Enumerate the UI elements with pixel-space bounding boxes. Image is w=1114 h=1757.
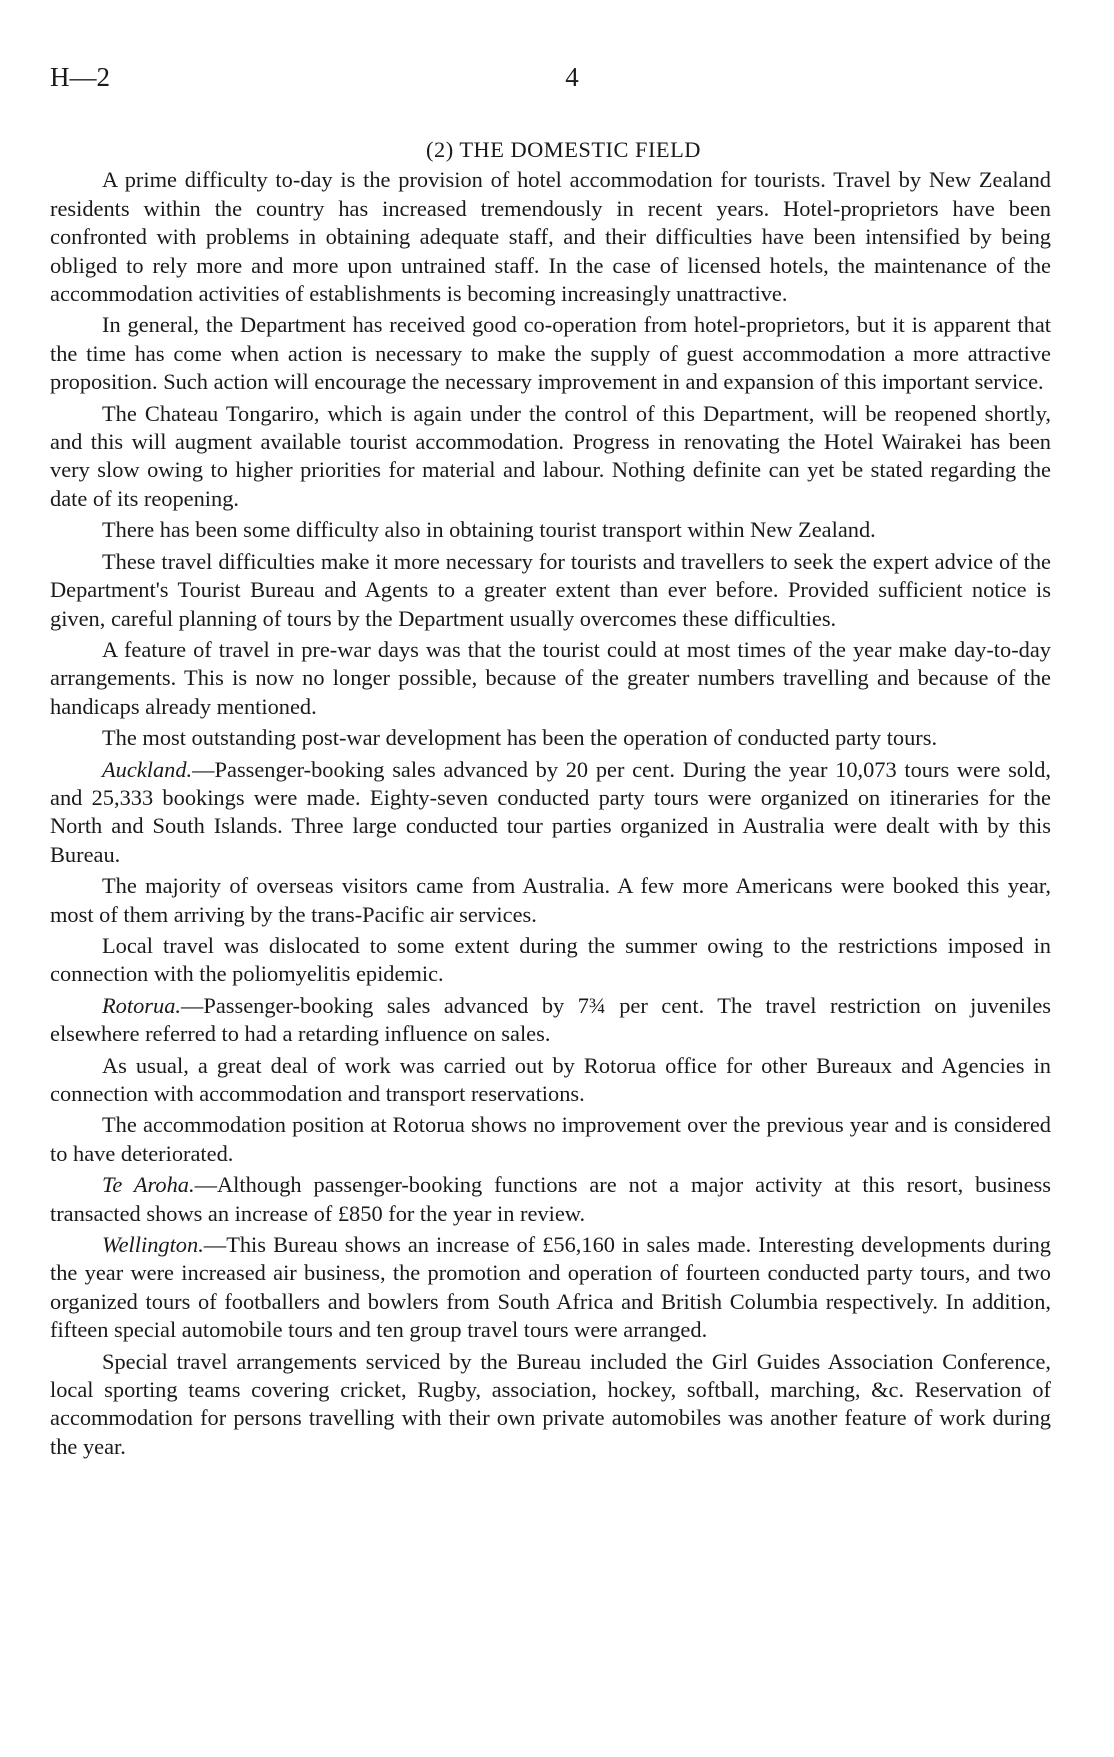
paragraph-text: —This Bureau shows an increase of £56,160 in sales made. Interesting developments during the year were increased air business, the promotion and operation of fourteen conducted party tours, and two organized tours of footballers and bowlers from South Africa and British Columbia respectively. In addition, fifteen special automobile tours and ten group travel tours were arranged. <box>50 1232 1051 1343</box>
paragraph <box>50 1111 1051 1168</box>
paragraph-auckland <box>50 756 1051 870</box>
paragraph <box>50 548 1051 633</box>
page-number: 4 <box>565 62 579 92</box>
paragraph-text: A feature of travel in pre-war days was that the tourist could at most times of the year make day-to-day arrangements. This is now no longer possible, because of the greater numbers travelling and because of the handicaps already mentioned. <box>50 636 1051 719</box>
paragraph <box>50 1348 1051 1462</box>
paragraph <box>50 872 1051 929</box>
paragraph <box>50 932 1051 989</box>
paragraph-text: The most outstanding post-war development has been the operation of conducted party tours. <box>102 725 938 751</box>
paragraph-text: In general, the Department has received good co-operation from hotel-proprietors, but it is apparent that the time has come when action is necessary to make the supply of guest accommodation a more attractive proposition. Such action will encourage the necessary improvement in and expansion of this important service. <box>50 312 1051 395</box>
paragraph-text: —Passenger-booking sales advanced by 20 per cent. During the year 10,073 tours were sold, and 25,333 bookings were made. Eighty-seven conducted party tours were organized on itineraries for the North and South Islands. Three large conducted tour parties organized in Australia were dealt with by this Bureau. <box>50 756 1051 867</box>
paragraph <box>50 516 1051 544</box>
document-reference: H—2 <box>50 62 110 92</box>
page-header <box>50 62 1064 102</box>
paragraph <box>50 636 1051 721</box>
paragraph-text: The Chateau Tongariro, which is again under the control of this Department, will be reopened shortly, and this will augment available tourist accommodation. Progress in renovating the Hotel Wairakei has been very slow owing to higher priorities for material and labour. Nothing definite can yet be stated regarding the date of its reopening. <box>50 400 1051 511</box>
paragraph-text: These travel difficulties make it more necessary for tourists and travellers to seek the expert advice of the Department's Tourist Bureau and Agents to a greater extent than ever before. Provided sufficient notice is given, careful planning of tours by the Department usually overcomes these difficulties. <box>50 548 1051 631</box>
paragraph <box>50 311 1051 396</box>
paragraph <box>50 724 1051 752</box>
paragraph-te-aroha <box>50 1171 1051 1228</box>
paragraph-lead: Te Aroha. <box>102 1172 195 1198</box>
paragraph-text: A prime difficulty to-day is the provision of hotel accommodation for tourists. Travel by New Zealand residents within the country has increased tremendously in recent years. Hotel-proprietors have been confronted with problems in obtaining adequate staff, and their difficulties have been intensified by being obliged to rely more and more upon untrained staff. In the case of licensed hotels, the maintenance of the accommodation activities of establishments is becoming increasingly unattractive. <box>50 167 1051 307</box>
section-heading: (2) THE DOMESTIC FIELD <box>426 137 701 162</box>
paragraph-text: Local travel was dislocated to some extent during the summer owing to the restrictions imposed in connection with the poliomyelitis epidemic. <box>50 932 1051 987</box>
paragraph-lead: Wellington. <box>102 1232 204 1258</box>
paragraph <box>50 400 1051 514</box>
paragraph-text: There has been some difficulty also in obtaining tourist transport within New Zealand. <box>102 517 876 543</box>
document-body <box>50 136 1051 1464</box>
paragraph-text: As usual, a great deal of work was carried out by Rotorua office for other Bureaux and Agencies in connection with accommodation and transport reservations. <box>50 1052 1051 1106</box>
paragraph-wellington <box>50 1231 1051 1345</box>
paragraph-text: The majority of overseas visitors came from Australia. A few more Americans were booked this year, most of them arriving by the trans-Pacific air services. <box>50 873 1051 927</box>
paragraph-text: —Passenger-booking sales advanced by 7¾ per cent. The travel restriction on juveniles elsewhere referred to had a retarding influence on sales. <box>50 992 1051 1047</box>
paragraph <box>50 1052 1051 1109</box>
paragraph-text: Special travel arrangements serviced by the Bureau included the Girl Guides Association Conference, local sporting teams covering cricket, Rugby, association, hockey, softball, marching, &c. Reservation of accommodation for persons travelling with their own private automobiles was another feature of work during the year. <box>50 1348 1051 1459</box>
paragraph-lead: Rotorua. <box>102 992 181 1018</box>
paragraph-text: The accommodation position at Rotorua shows no improvement over the previous year and is considered to have deteriorated. <box>50 1112 1051 1166</box>
paragraph-text: —Although passenger-booking functions are not a major activity at this resort, business transacted shows an increase of £850 for the year in review. <box>50 1172 1051 1226</box>
paragraph-rotorua <box>50 992 1051 1049</box>
paragraph-lead: Auckland. <box>102 756 193 782</box>
paragraph <box>50 166 1051 308</box>
